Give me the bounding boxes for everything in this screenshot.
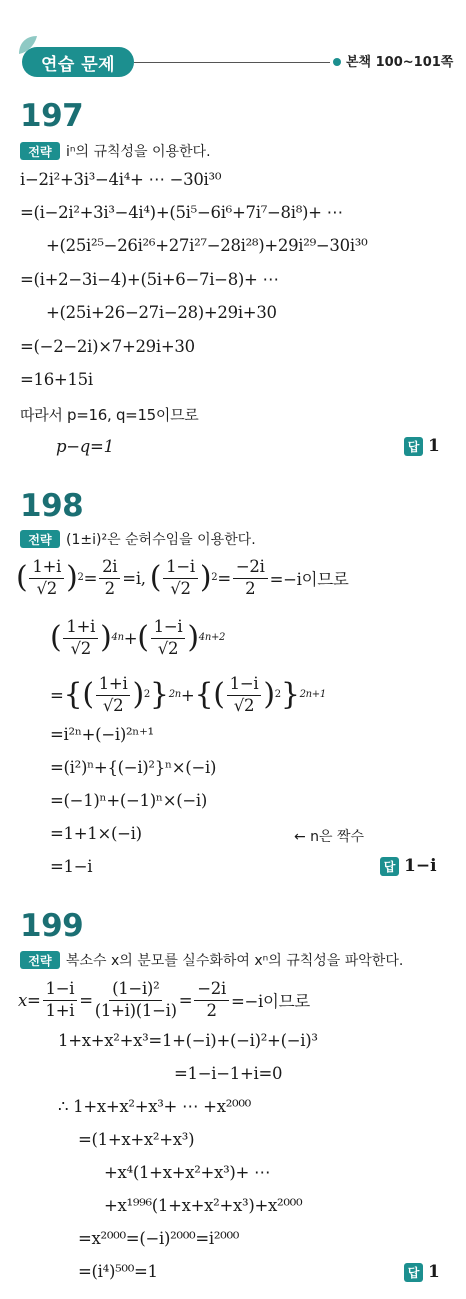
solution-line: =x²⁰⁰⁰=(−i)²⁰⁰⁰=i²⁰⁰⁰ bbox=[78, 1229, 240, 1248]
strategy-tag: 전략 bbox=[20, 142, 60, 160]
answer-label: 답 bbox=[404, 1263, 423, 1282]
solution-line: p−q=1 bbox=[56, 437, 114, 456]
problem-number: 197 bbox=[20, 98, 84, 134]
problem-number: 199 bbox=[20, 908, 84, 944]
solution-line: i−2i²+3i³−4i⁴+ ⋯ −30i³⁰ bbox=[20, 170, 222, 189]
solution-line: 1+x+x²+x³=1+(−i)+(−i)²+(−i)³ bbox=[58, 1031, 318, 1050]
problem-number: 198 bbox=[20, 488, 84, 524]
answer bbox=[380, 856, 437, 876]
solution-line: =(−1)ⁿ+(−1)ⁿ×(−i) bbox=[50, 791, 208, 810]
answer-label: 답 bbox=[404, 437, 423, 456]
header-rule bbox=[134, 62, 330, 63]
solution-line: +x¹⁹⁹⁶(1+x+x²+x³)+x²⁰⁰⁰ bbox=[104, 1196, 303, 1215]
answer-value: 1 bbox=[428, 1262, 440, 1282]
answer bbox=[404, 436, 440, 456]
solution-line: =(i²)ⁿ+{(−i)²}ⁿ×(−i) bbox=[50, 758, 217, 777]
solution-line: +(25i+26−27i−28)+29i+30 bbox=[46, 303, 277, 322]
strategy-tag: 전략 bbox=[20, 530, 60, 548]
side-note: ← n은 짝수 bbox=[294, 829, 365, 845]
solution-line: x= $\frac{1-i}{1+i}$ = $\frac{\text{(1−i)²}}{(1+i)(1-i)}$ = $\frac{-2i}{2}$ =−i이므로 bbox=[18, 979, 310, 1020]
solution-line: =(i−2i²+3i³−4i⁴)+(5i⁵−6i⁶+7i⁷−8i⁸)+ ⋯ bbox=[20, 203, 343, 222]
solution-line: =i²ⁿ+(−i)²ⁿ⁺¹ bbox=[50, 725, 154, 744]
solution-line: +(25i²⁵−26i²⁶+27i²⁷−28i²⁸)+29i²⁹−30i³⁰ bbox=[46, 236, 368, 255]
solution-line: =(i+2−3i−4)+(5i+6−7i−8)+ ⋯ bbox=[20, 270, 279, 289]
solution-line: =(−2−2i)×7+29i+30 bbox=[20, 337, 195, 356]
solution-line: ∴ 1+x+x²+x³+ ⋯ +x²⁰⁰⁰ bbox=[58, 1097, 251, 1116]
strategy-text: 복소수 x의 분모를 실수화하여 xⁿ의 규칙성을 파악한다. bbox=[66, 953, 404, 969]
solution-line: =1+1×(−i) bbox=[50, 824, 142, 843]
solution-line: =(i⁴)⁵⁰⁰=1 bbox=[78, 1262, 158, 1281]
solution-line: +x⁴(1+x+x²+x³)+ ⋯ bbox=[104, 1163, 271, 1182]
solution-line: = { ( $\frac{1+i}{√2}$ ) 2 } 2n + { ( $\frac{1-i}{√2}$ ) 2 } 2n+1 bbox=[50, 674, 326, 715]
solution-line: =(1+x+x²+x³) bbox=[78, 1130, 195, 1149]
solution-line: =1−i−1+i=0 bbox=[174, 1064, 283, 1083]
solution-line: =1−i bbox=[50, 857, 93, 876]
answer-label: 답 bbox=[380, 857, 399, 876]
answer bbox=[404, 1262, 440, 1282]
solution-line: 따라서 p=16, q=15이므로 bbox=[20, 406, 199, 424]
page-reference: 본책 100~101쪽 bbox=[346, 55, 454, 70]
strategy-tag: 전략 bbox=[20, 951, 60, 969]
solution-line: =16+15i bbox=[20, 370, 93, 389]
solution-line: ( $\frac{1+i}{√2}$ ) 4n + ( $\frac{1-i}{√2}$ ) 4n+2 bbox=[50, 617, 226, 658]
section-title: 연습 문제 bbox=[22, 47, 134, 77]
answer-value: 1−i bbox=[404, 856, 437, 876]
bullet-icon bbox=[333, 58, 341, 66]
answer-value: 1 bbox=[428, 436, 440, 456]
strategy-text: (1±i)²은 순허수임을 이용한다. bbox=[66, 532, 256, 548]
strategy-text: iⁿ의 규칙성을 이용한다. bbox=[66, 144, 211, 160]
solution-line: ( $\frac{1+i}{√2}$ ) 2 = $\frac{2i}{2}$ =i, ( $\frac{1-i}{√2}$ ) 2 = $\frac{-2i}{2}$ =−i이므로 bbox=[16, 557, 349, 598]
